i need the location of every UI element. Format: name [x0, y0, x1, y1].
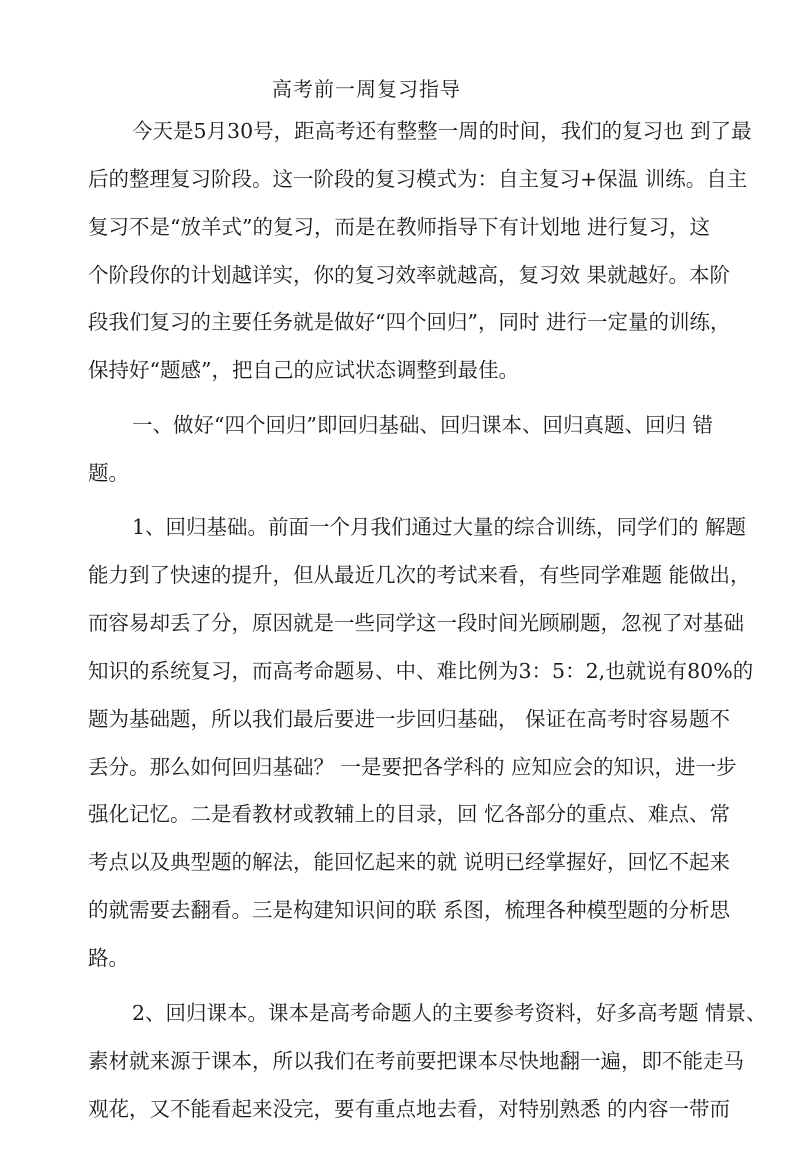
paragraph-line: 路。	[88, 946, 129, 970]
paragraph-line: 后的整理复习阶段。这一阶段的复习模式为：自主复习+保温 训练。自主	[88, 167, 748, 191]
paragraph-line: 复习不是“放羊式”的复习，而是在教师指导下有计划地 进行复习，这	[88, 215, 710, 239]
paragraph-line: 1、回归基础。前面一个月我们通过大量的综合训练，同学们的 解题	[132, 515, 747, 539]
paragraph-line: 一、做好“四个回归”即回归基础、回归课本、回归真题、回归 错	[132, 413, 713, 437]
paragraph-line: 今天是5月30号，距高考还有整整一周的时间，我们的复习也 到了最	[132, 119, 752, 143]
paragraph-line: 个阶段你的计划越详实，你的复习效率就越高，复习效 果就越好。本阶	[88, 263, 731, 287]
paragraph-line: 观花，又不能看起来没完，要有重点地去看，对特别熟悉 的内容一带而	[88, 1097, 731, 1121]
paragraph-line: 考点以及典型题的解法，能回忆起来的就 说明已经掌握好，回忆不起来	[88, 850, 731, 874]
document-title: 高考前一周复习指导	[272, 77, 461, 101]
paragraph-line: 保持好“题感”，把自己的应试状态调整到最佳。	[88, 358, 519, 382]
paragraph-line: 素材就来源于课本，所以我们在考前要把课本尽快地翻一遍，即不能走马	[88, 1049, 744, 1073]
paragraph-line: 能力到了快速的提升，但从最近几次的考试来看，有些同学难题 能做出，	[88, 563, 751, 587]
paragraph-line: 强化记忆。二是看教材或教辅上的目录，回 忆各部分的重点、难点、常	[88, 802, 731, 826]
paragraph-line: 段我们复习的主要任务就是做好“四个回归”，同时 进行一定量的训练，	[88, 310, 731, 334]
paragraph-line: 题为基础题，所以我们最后要进一步回归基础， 保证在高考时容易题不	[88, 707, 731, 731]
paragraph-line: 而容易却丢了分，原因就是一些同学这一段时间光顾刷题，忽视了对基础	[88, 611, 744, 635]
paragraph-line: 2、回归课本。课本是高考命题人的主要参考资料，好多高考题 情景、	[132, 1001, 767, 1025]
paragraph-line: 题。	[88, 461, 129, 485]
paragraph-line: 丢分。那么如何回归基础？ 一是要把各学科的 应知应会的知识，进一步	[88, 755, 737, 779]
paragraph-line: 知识的系统复习，而高考命题易、中、难比例为3：5：2,也就说有80%的	[88, 659, 754, 683]
paragraph-line: 的就需要去翻看。三是构建知识间的联 系图，梳理各种模型题的分析思	[88, 898, 731, 922]
